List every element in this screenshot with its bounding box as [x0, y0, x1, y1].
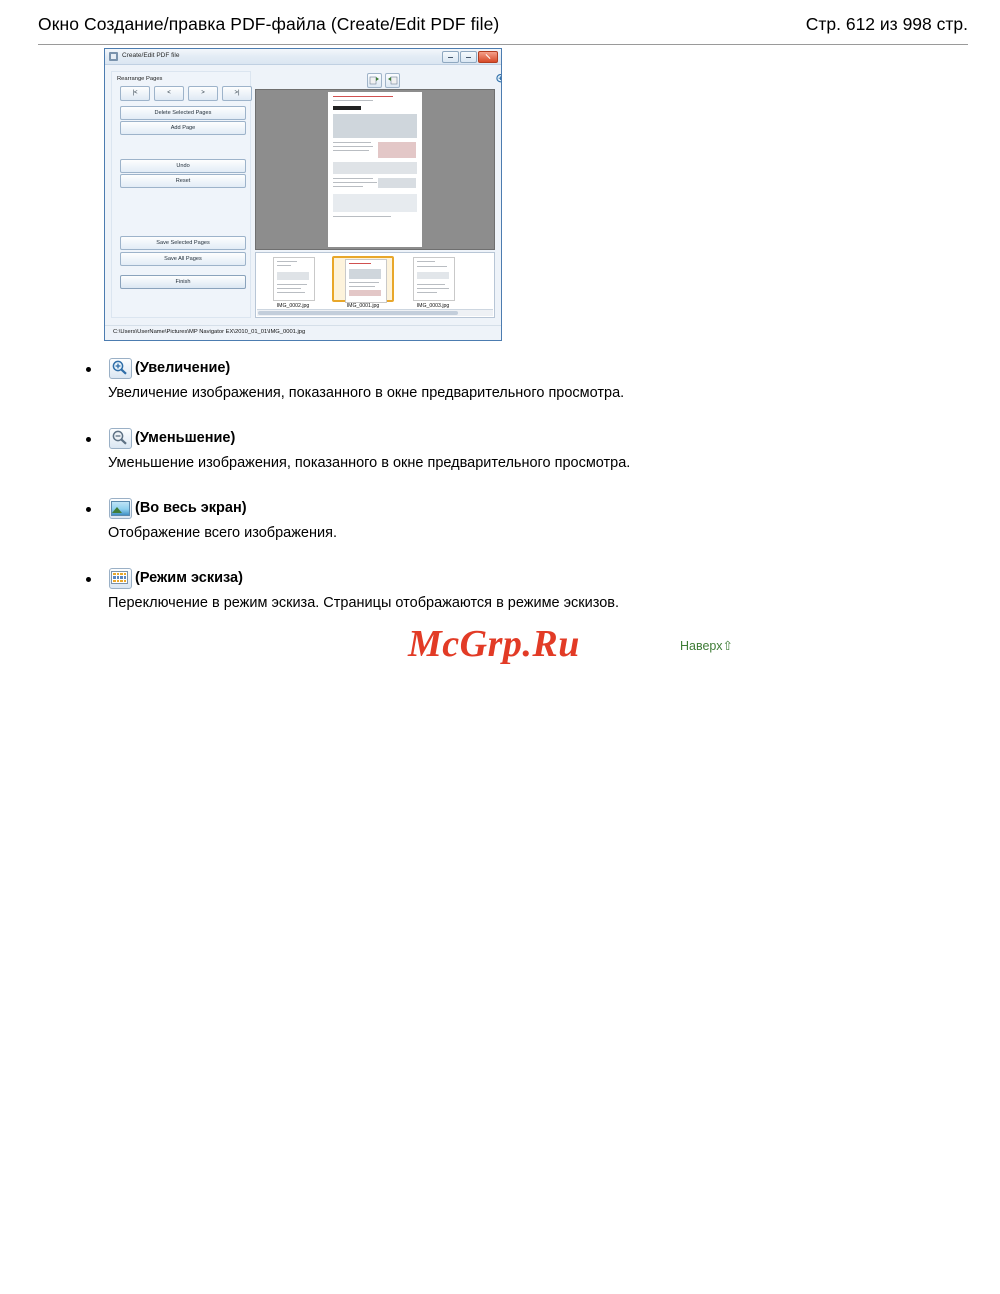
list-item-caption: (Уменьшение)	[135, 430, 236, 446]
window-titlebar	[105, 49, 501, 65]
scrollbar-thumb[interactable]	[258, 311, 458, 315]
thumbnail-icon	[108, 568, 130, 588]
list-item-text: Уменьшение изображения, показанного в окне предварительного просмотра.	[108, 455, 631, 471]
undo-button[interactable]: Undo	[120, 159, 246, 173]
next-page-button[interactable]: >	[188, 86, 218, 101]
page-header	[38, 14, 968, 45]
list-item-heading	[108, 358, 230, 378]
thumbnail-filename: IMG_0002.jpg	[276, 303, 310, 309]
rearrange-pages-label: Rearrange Pages	[117, 76, 163, 82]
rotate-right-icon[interactable]	[385, 73, 400, 88]
rotate-left-icon[interactable]	[367, 73, 382, 88]
thumbnail-scrollbar[interactable]	[257, 309, 493, 316]
finish-button[interactable]: Finish	[120, 275, 246, 289]
maximize-button[interactable]	[460, 51, 477, 63]
bullet-marker	[86, 367, 91, 372]
application-window-screenshot	[104, 48, 502, 341]
last-page-button[interactable]: >|	[222, 86, 252, 101]
bullet-marker	[86, 577, 91, 582]
list-item-text: Отображение всего изображения.	[108, 525, 337, 541]
thumbnail-image	[345, 259, 387, 303]
page-number: Стр. 612 из 998 стр.	[805, 14, 968, 34]
list-item-caption: (Во весь экран)	[135, 500, 247, 516]
bullet-marker	[86, 437, 91, 442]
list-item-heading	[108, 428, 235, 448]
first-page-button[interactable]: |<	[120, 86, 150, 101]
file-path-text: C:\Users\UserName\Pictures\MP Navigator EX\2010_01_01\IMG_0001.jpg	[113, 329, 306, 335]
back-to-top-link[interactable]: Наверх⇧	[680, 639, 733, 653]
status-bar	[105, 325, 501, 340]
rearrange-pages-panel	[111, 71, 251, 318]
delete-selected-pages-button[interactable]: Delete Selected Pages	[120, 106, 246, 120]
zoom-out-icon	[108, 428, 130, 448]
previous-page-button[interactable]: <	[154, 86, 184, 101]
thumbnail-filename: IMG_0003.jpg	[416, 303, 450, 309]
window-controls	[442, 51, 498, 63]
list-item-heading	[108, 568, 243, 588]
page-navigation-buttons	[120, 86, 252, 101]
zoom-in-icon[interactable]	[495, 73, 502, 86]
list-item-text: Переключение в режим эскиза. Страницы отображаются в режиме эскизов.	[108, 595, 619, 611]
zoom-in-icon	[108, 358, 130, 378]
thumbnail-item[interactable]	[262, 256, 324, 302]
bullet-marker	[86, 507, 91, 512]
page-preview[interactable]	[255, 89, 495, 250]
fullscreen-icon	[108, 498, 130, 518]
thumbnail-item[interactable]	[402, 256, 464, 302]
window-body	[105, 65, 501, 340]
list-item-text: Увеличение изображения, показанного в окне предварительного просмотра.	[108, 385, 625, 401]
list-item-caption: (Режим эскиза)	[135, 570, 243, 586]
app-icon	[109, 52, 118, 61]
thumbnail-image	[413, 257, 455, 301]
save-all-pages-button[interactable]: Save All Pages	[120, 252, 246, 266]
preview-area-container	[255, 71, 495, 318]
reset-button[interactable]: Reset	[120, 174, 246, 188]
preview-toolbar	[255, 71, 495, 88]
list-item-caption: (Увеличение)	[135, 360, 231, 376]
site-logo: McGrp.Ru	[408, 623, 580, 665]
page-title: Окно Создание/правка PDF-файла (Create/Edit PDF file)	[38, 14, 500, 34]
thumbnail-image	[273, 257, 315, 301]
list-item-heading	[108, 498, 247, 518]
thumbnail-filename: IMG_0001.jpg	[346, 303, 380, 309]
preview-page-image	[328, 92, 422, 247]
minimize-button[interactable]	[442, 51, 459, 63]
thumbnail-item[interactable]	[332, 256, 394, 302]
save-selected-pages-button[interactable]: Save Selected Pages	[120, 236, 246, 250]
close-button[interactable]	[478, 51, 498, 63]
thumbnail-strip[interactable]	[255, 252, 495, 318]
add-page-button[interactable]: Add Page	[120, 121, 246, 135]
window-title: Create/Edit PDF file	[122, 52, 180, 59]
